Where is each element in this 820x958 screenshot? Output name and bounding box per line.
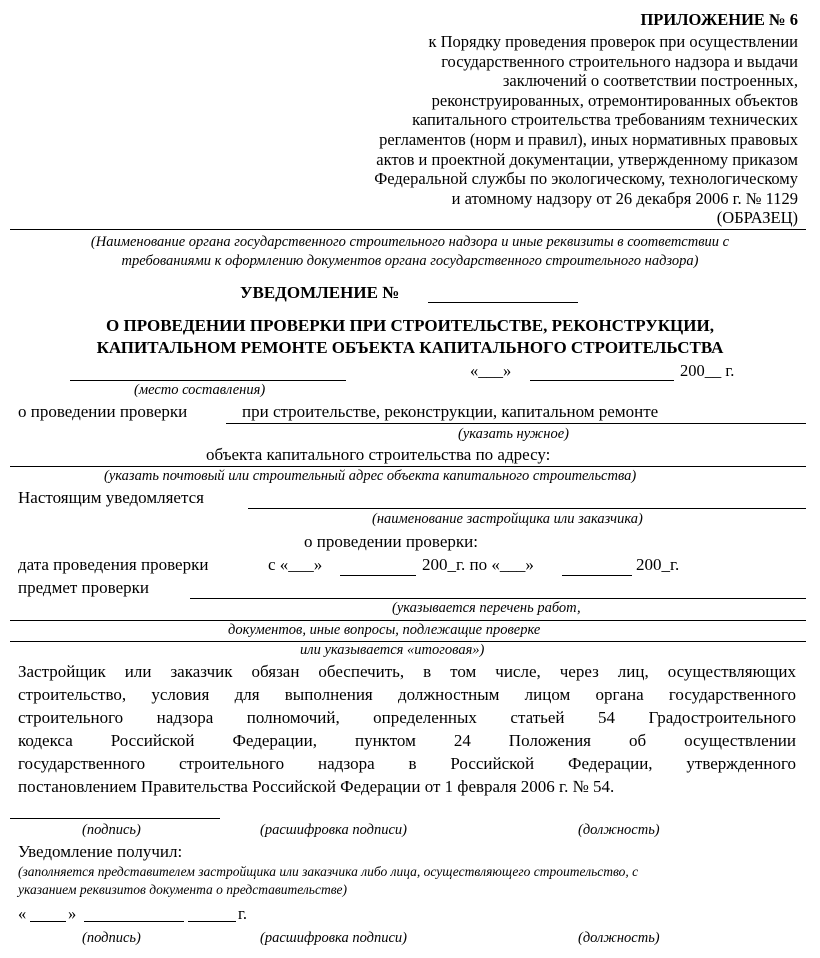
notify-line <box>248 508 806 509</box>
appendix-line: Федеральной службы по экологическому, технологическому <box>374 169 798 189</box>
signature-line-1 <box>10 818 220 819</box>
organ-note-line-2: требованиями к оформлению документов органа государственного строительного надзора) <box>121 253 699 269</box>
subject-caption-1: (указывается перечень работ, <box>392 600 581 616</box>
date-month-line <box>530 380 674 381</box>
received-label: Уведомление получил: <box>18 842 183 861</box>
notify-label: Настоящим уведомляется <box>18 488 204 507</box>
place-caption: (место составления) <box>134 382 266 398</box>
appendix-line: и атомному надзору от 26 декабря 2006 г. № 1129 <box>451 188 798 208</box>
check-label: о проведении проверки <box>18 402 188 421</box>
address-caption: (указать почтовый или строительный адрес объекта капитального строительства) <box>104 468 637 484</box>
date-year: 200__ г. <box>680 361 735 380</box>
dates-from-month-line <box>340 575 416 576</box>
address-line <box>10 466 806 467</box>
obligation-line: государственного строительного надзора в Российской Федерации, утвержденного <box>18 754 796 773</box>
appendix-line: регламентов (норм и правил), иных нормативных правовых <box>379 130 798 149</box>
date-day: «___» <box>470 361 512 380</box>
received-year-line <box>188 921 236 922</box>
organ-name-line <box>10 229 806 230</box>
appendix-line: государственного строительного надзора и выдачи <box>441 51 798 71</box>
appendix-line: актов и проектной документации, утвержденному приказом <box>376 149 798 169</box>
check-value: при строительстве, реконструкции, капитальном ремонте <box>242 402 659 421</box>
heading-line-2: КАПИТАЛЬНОМ РЕМОНТЕ ОБЪЕКТА КАПИТАЛЬНОГО СТРОИТЕЛЬСТВА <box>96 338 724 357</box>
received-day-line <box>30 921 66 922</box>
received-year: г. <box>238 904 248 923</box>
address-label: объекта капитального строительства по адресу: <box>206 445 551 464</box>
sig-signature-caption-2: (подпись) <box>82 930 141 946</box>
dates-label: дата проведения проверки <box>18 555 209 574</box>
dates-to-year: 200_г. <box>636 555 680 574</box>
organ-note-line-1: (Наименование органа государственного строительного надзора и иные реквизиты в соответствии с <box>90 234 730 250</box>
subject-caption-2: документов, иные вопросы, подлежащие проверке <box>228 622 541 638</box>
notify-caption: (наименование застройщика или заказчика) <box>372 511 643 527</box>
place-line <box>70 380 346 381</box>
dates-from-year: 200_г. по «___» <box>422 555 534 574</box>
sig-signature-caption-1: (подпись) <box>82 822 141 838</box>
appendix-line: к Порядку проведения проверок при осуществлении <box>428 32 798 51</box>
appendix-line: (ОБРАЗЕЦ) <box>716 208 798 228</box>
subject-label: предмет проверки <box>18 578 149 597</box>
check-caption: (указать нужное) <box>458 426 570 442</box>
dates-to-month-line <box>562 575 632 576</box>
received-day-open: « <box>18 904 27 923</box>
notice-number-line <box>428 302 578 303</box>
sig-name-caption-1: (расшифровка подписи) <box>260 822 408 838</box>
sig-name-caption-2: (расшифровка подписи) <box>260 930 408 946</box>
about-check: о проведении проверки: <box>304 532 478 551</box>
heading-line-1: О ПРОВЕДЕНИИ ПРОВЕРКИ ПРИ СТРОИТЕЛЬСТВЕ, РЕКОНСТРУКЦИИ, <box>106 316 714 335</box>
check-line <box>226 423 806 424</box>
subject-line-1 <box>190 598 806 599</box>
obligation-line: строительного надзора полномочий, определенных статьей 54 Градостроительного <box>18 708 796 727</box>
received-month-line <box>84 921 184 922</box>
received-note-1: (заполняется представителем застройщика или заказчика либо лица, осуществляющего строительство, с <box>18 864 639 879</box>
appendix-line: заключений о соответствии построенных, <box>502 71 798 91</box>
received-day-close: » <box>68 904 77 923</box>
obligation-line: строительство, условия для выполнения должностным лицом органа государственного <box>18 685 796 704</box>
appendix-line: реконструированных, отремонтированных объектов <box>431 90 798 110</box>
subject-caption-3: или указывается «итоговая») <box>300 642 485 658</box>
subject-line-2 <box>10 620 806 621</box>
obligation-line: кодекса Российской Федерации, пунктом 24 Положения об осуществлении <box>18 731 796 750</box>
appendix-line: капитального строительства требованиям технических <box>412 110 798 130</box>
appendix-title: ПРИЛОЖЕНИЕ № 6 <box>640 10 798 29</box>
sig-position-caption-1: (должность) <box>578 822 660 838</box>
sig-position-caption-2: (должность) <box>578 930 660 946</box>
dates-from: с «___» <box>268 555 323 574</box>
obligation-line: постановлением Правительства Российской Федерации от 1 февраля 2006 г. № 54. <box>18 777 615 796</box>
notice-label: УВЕДОМЛЕНИЕ № <box>240 283 400 302</box>
received-note-2: указанием реквизитов документа о представительстве) <box>18 882 348 897</box>
obligation-line: Застройщик или заказчик обязан обеспечить, в том числе, через лиц, осуществляющих <box>18 662 796 681</box>
